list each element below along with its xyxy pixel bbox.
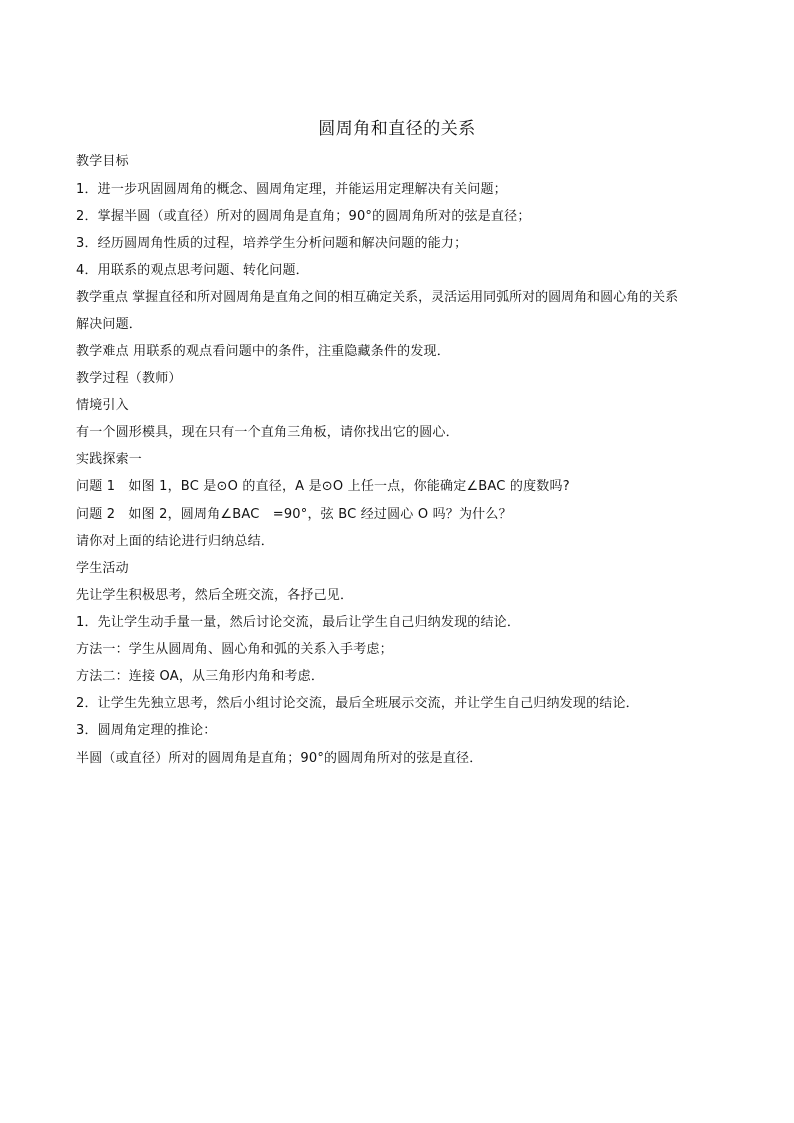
method-2: 方法二：连接 OA，从三角形内角和考虑． [76, 669, 325, 684]
activity-step-1: 1．先让学生动手量一量，然后讨论交流，最后让学生自己归纳发现的结论． [76, 615, 521, 630]
difficult-points: 教学难点 用联系的观点看问题中的条件，注重隐藏条件的发现． [76, 344, 450, 359]
document-title: 圆周角和直径的关系 [318, 119, 476, 139]
theorem-corollary: 半圆（或直径）所对的圆周角是直角；90°的圆周角所对的弦是直径． [76, 751, 483, 766]
summary-prompt: 请你对上面的结论进行归纳总结． [76, 534, 275, 549]
activity-intro: 先让学生积极思考，然后全班交流，各抒己见． [76, 588, 354, 603]
key-points-continued: 解决问题． [76, 317, 143, 332]
objective-2: 2．掌握半圆（或直径）所对的圆周角是直角；90°的圆周角所对的弦是直径； [76, 209, 531, 224]
section-heading-student-activity: 学生活动 [76, 561, 129, 576]
activity-step-2: 2．让学生先独立思考，然后小组讨论交流，最后全班展示交流，并让学生自己归纳发现的结论． [76, 696, 639, 711]
key-points: 教学重点 掌握直径和所对圆周角是直角之间的相互确定关系，灵活运用同弧所对的圆周角和圆心角的关系 [76, 290, 679, 305]
section-heading-exploration: 实践探索一 [76, 452, 143, 467]
introduction-text: 有一个圆形模具，现在只有一个直角三角板，请你找出它的圆心． [76, 425, 459, 440]
activity-step-3: 3．圆周角定理的推论： [76, 723, 217, 738]
section-heading-process: 教学过程（教师） [76, 371, 182, 386]
section-heading-objectives: 教学目标 [76, 154, 129, 169]
question-1: 问题 1 如图 1，BC 是⊙O 的直径，A 是⊙O 上任一点，你能确定∠BAC 的度数吗? [76, 479, 570, 494]
method-1: 方法一：学生从圆周角、圆心角和弧的关系入手考虑； [76, 642, 393, 657]
objective-3: 3．经历圆周角性质的过程，培养学生分析问题和解决问题的能力； [76, 236, 468, 251]
objective-4: 4．用联系的观点思考问题、转化问题． [76, 263, 309, 278]
section-heading-introduction: 情境引入 [76, 398, 129, 413]
objective-1: 1．进一步巩固圆周角的概念、圆周角定理，并能运用定理解决有关问题； [76, 182, 507, 197]
question-2: 问题 2 如图 2，圆周角∠BAC =90°，弦 BC 经过圆心 O 吗？为什么？ [76, 507, 512, 522]
